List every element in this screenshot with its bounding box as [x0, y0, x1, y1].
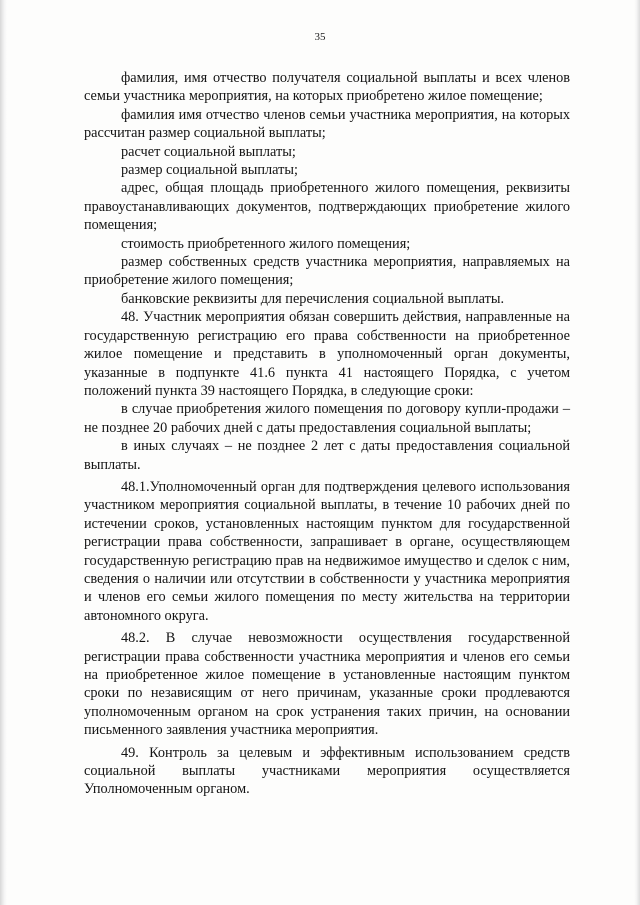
- paragraph-clause-48: 48. Участник мероприятия обязан совершить действия, направленные на государственную регистрацию его права собственности на приобретенное жилое помещение и представить в уполномоченный орган документы, указанные в подпункте 41.6 пункта 41 настоящего Порядка, с учетом положений пункта 39 настоящего Порядка, в следующие сроки:: [84, 309, 570, 399]
- paragraph-recipient-names: фамилия, имя отчество получателя социальной выплаты и всех членов семьи участника мероприятия, на которых приобретено жилое помещение;: [84, 70, 570, 105]
- paragraph-clause-48-2: 48.2. В случае невозможности осуществления государственной регистрации права собственности участника мероприятия и членов его семьи на приобретенное жилое помещение в установленные настоящим пунктом сроки по независящим от него причинам, указанные сроки продлеваются уполномоченным органом на срок устранения таких причин, на основании письменного заявления участника мероприятия.: [84, 630, 570, 739]
- paragraph-clause-48-1: 48.1.Уполномоченный орган для подтверждения целевого использования участником мероприятия социальной выплаты, в течение 10 рабочих дней по истечении сроков, установленных настоящим пунктом для государственной регистрации права собственности, запрашивает в органе, осуществляющем государственную регистрацию прав на недвижимое имущество и сделок с ним, сведения о наличии или отсутствии в собственности у участника мероприятия и членов его семьи жилого помещения по месту жительства на территории автономного округа.: [84, 478, 570, 624]
- paragraph-purchase-deadline: в случае приобретения жилого помещения по договору купли-продажи – не позднее 20 рабочих дней с даты предоставления социальной выплаты;: [84, 401, 570, 436]
- paragraph-payment-amount: размер социальной выплаты;: [121, 162, 298, 179]
- paragraph-other-deadline: в иных случаях – не позднее 2 лет с даты предоставления социальной выплаты.: [84, 438, 570, 473]
- paragraph-own-funds: размер собственных средств участника мероприятия, направляемых на приобретение жилого помещения;: [84, 254, 570, 289]
- paragraph-family-names: фамилия имя отчество членов семьи участника мероприятия, на которых рассчитан размер социальной выплаты;: [84, 106, 570, 142]
- paragraph-property-cost: стоимость приобретенного жилого помещения;: [121, 235, 411, 252]
- paragraph-payment-calculation: расчет социальной выплаты;: [121, 143, 296, 160]
- document-body: [84, 69, 570, 799]
- page-edge-right: [634, 0, 640, 905]
- paragraph-bank-details: банковские реквизиты для перечисления социальной выплаты.: [121, 290, 505, 307]
- paragraph-property-address: адрес, общая площадь приобретенного жилого помещения, реквизиты правоустанавливающих документов, подтверждающих приобретение жилого помещения;: [84, 180, 570, 234]
- paragraph-clause-49: 49. Контроль за целевым и эффективным использованием средств социальной выплаты участниками мероприятия осуществляется Уполномоченным органом.: [84, 744, 570, 798]
- page-edge-left: [0, 0, 7, 905]
- page-number: 35: [314, 31, 326, 43]
